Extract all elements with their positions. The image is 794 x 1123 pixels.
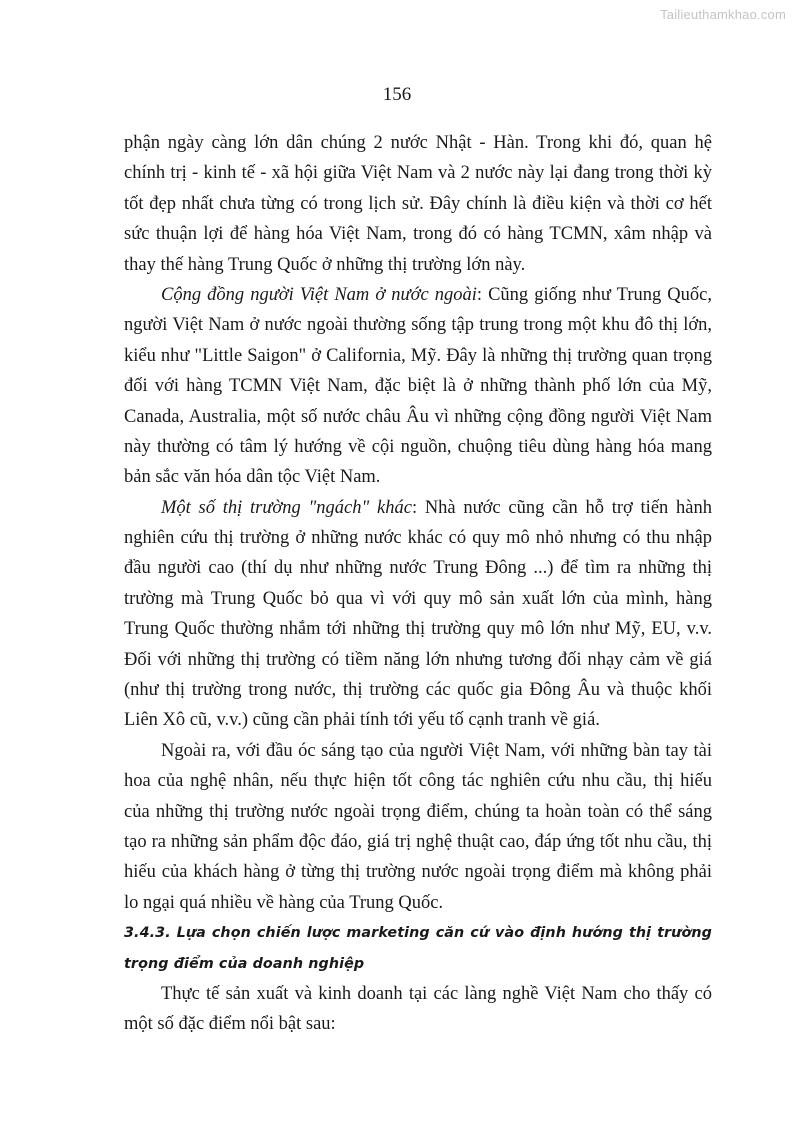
page-number: 156 [382,84,412,105]
text-line: đầu người cao (thí dụ như những nước Trung Đông ...) để tìm ra những thị [124,558,712,579]
text-line: Trung Quốc thường nhắm tới những thị trường quy mô lớn như Mỹ, EU, v.v. [124,619,712,640]
text-line: sức thuận lợi để hàng hóa Việt Nam, trong đó có hàng TCMN, xâm nhập và [124,224,712,245]
text-line: hiếu của khách hàng ở từng thị trường nước ngoài trọng điểm mà không phải [124,862,712,883]
text-line: tốt đẹp nhất chưa từng có trong lịch sử. Đây chính là điều kiện và thời cơ hết [124,193,712,214]
text-fragment: : Cũng giống như Trung Quốc, [476,284,712,305]
text-line [124,493,712,523]
text-line: người Việt Nam ở nước ngoài thường sống tập trung trong một khu đô thị lớn, [124,315,712,336]
text-line: lo ngại quá nhiều về hàng của Trung Quốc. [124,892,444,913]
section-heading [124,918,712,979]
text-line: của những thị trường nước ngoài trọng điểm, chúng ta hoàn toàn có thể sáng [124,801,712,822]
text-line: hoa của nghệ nhân, nếu thực hiện tốt công tác nghiên cứu nhu cầu, thị hiếu [124,771,712,792]
watermark: Tailieuthamkhao.com [660,7,786,22]
text-line: Thực tế sản xuất và kinh doanh tại các làng nghề Việt Nam cho thấy có [161,983,712,1004]
paragraph-title: Cộng đồng người Việt Nam ở nước ngoài [161,284,477,305]
text-line: phận ngày càng lớn dân chúng 2 nước Nhật - Hàn. Trong khi đó, quan hệ [124,133,712,153]
heading-line: 3.4.3. Lựa chọn chiến lược marketing căn cứ vào định hướng thị trường [124,925,712,942]
text-line: trường mà Trung Quốc bỏ qua vì với quy mô sản xuất lớn của mình, hàng [124,588,712,609]
text-line: đối với hàng TCMN Việt Nam, đặc biệt là ở những thành phố lớn của Mỹ, [124,376,712,397]
heading-line: trọng điểm của doanh nghiệp [124,955,365,972]
text-line: Liên Xô cũ, v.v.) cũng cần phải tính tới yếu tố cạnh tranh về giá. [124,710,600,731]
text-line: Canada, Australia, một số nước châu Âu vì những cộng đồng người Việt Nam [124,406,712,427]
text-line: bản sắc văn hóa dân tộc Việt Nam. [124,467,381,488]
text-line: (như thị trường trong nước, thị trường các quốc gia Đông Âu và thuộc khối [124,680,712,701]
paragraph-2 [124,280,712,493]
document-body [124,128,712,1040]
paragraph-4 [124,736,712,918]
text-line: một số đặc điểm nổi bật sau: [124,1014,336,1035]
text-line: tạo ra những sản phẩm độc đáo, giá trị nghệ thuật cao, đáp ứng tốt nhu cầu, thị [124,831,712,852]
paragraph-3 [124,493,712,736]
text-line [124,280,712,310]
text-line: nghiên cứu thị trường ở những nước khác có quy mô nhỏ nhưng có thu nhập [124,528,712,549]
text-line: chính trị - kinh tế - xã hội giữa Việt Nam và 2 nước này lại đang trong thời kỳ [124,163,712,184]
paragraph-5 [124,979,712,1040]
paragraph-title: Một số thị trường "ngách" khác [161,497,412,518]
text-fragment: : Nhà nước cũng cần hỗ trợ tiến hành [411,497,712,518]
text-line: này thường có tâm lý hướng về cội nguồn, chuộng tiêu dùng hàng hóa mang [124,436,712,457]
text-line: kiểu như "Little Saigon" ở California, Mỹ. Đây là những thị trường quan trọng [124,345,712,366]
paragraph-1 [124,128,712,280]
text-line: Đối với những thị trường có tiềm năng lớn nhưng tương đối nhạy cảm về giá [124,649,712,670]
text-line: thay thế hàng Trung Quốc ở những thị trường lớn này. [124,254,526,275]
text-line: Ngoài ra, với đầu óc sáng tạo của người Việt Nam, với những bàn tay tài [161,740,712,761]
